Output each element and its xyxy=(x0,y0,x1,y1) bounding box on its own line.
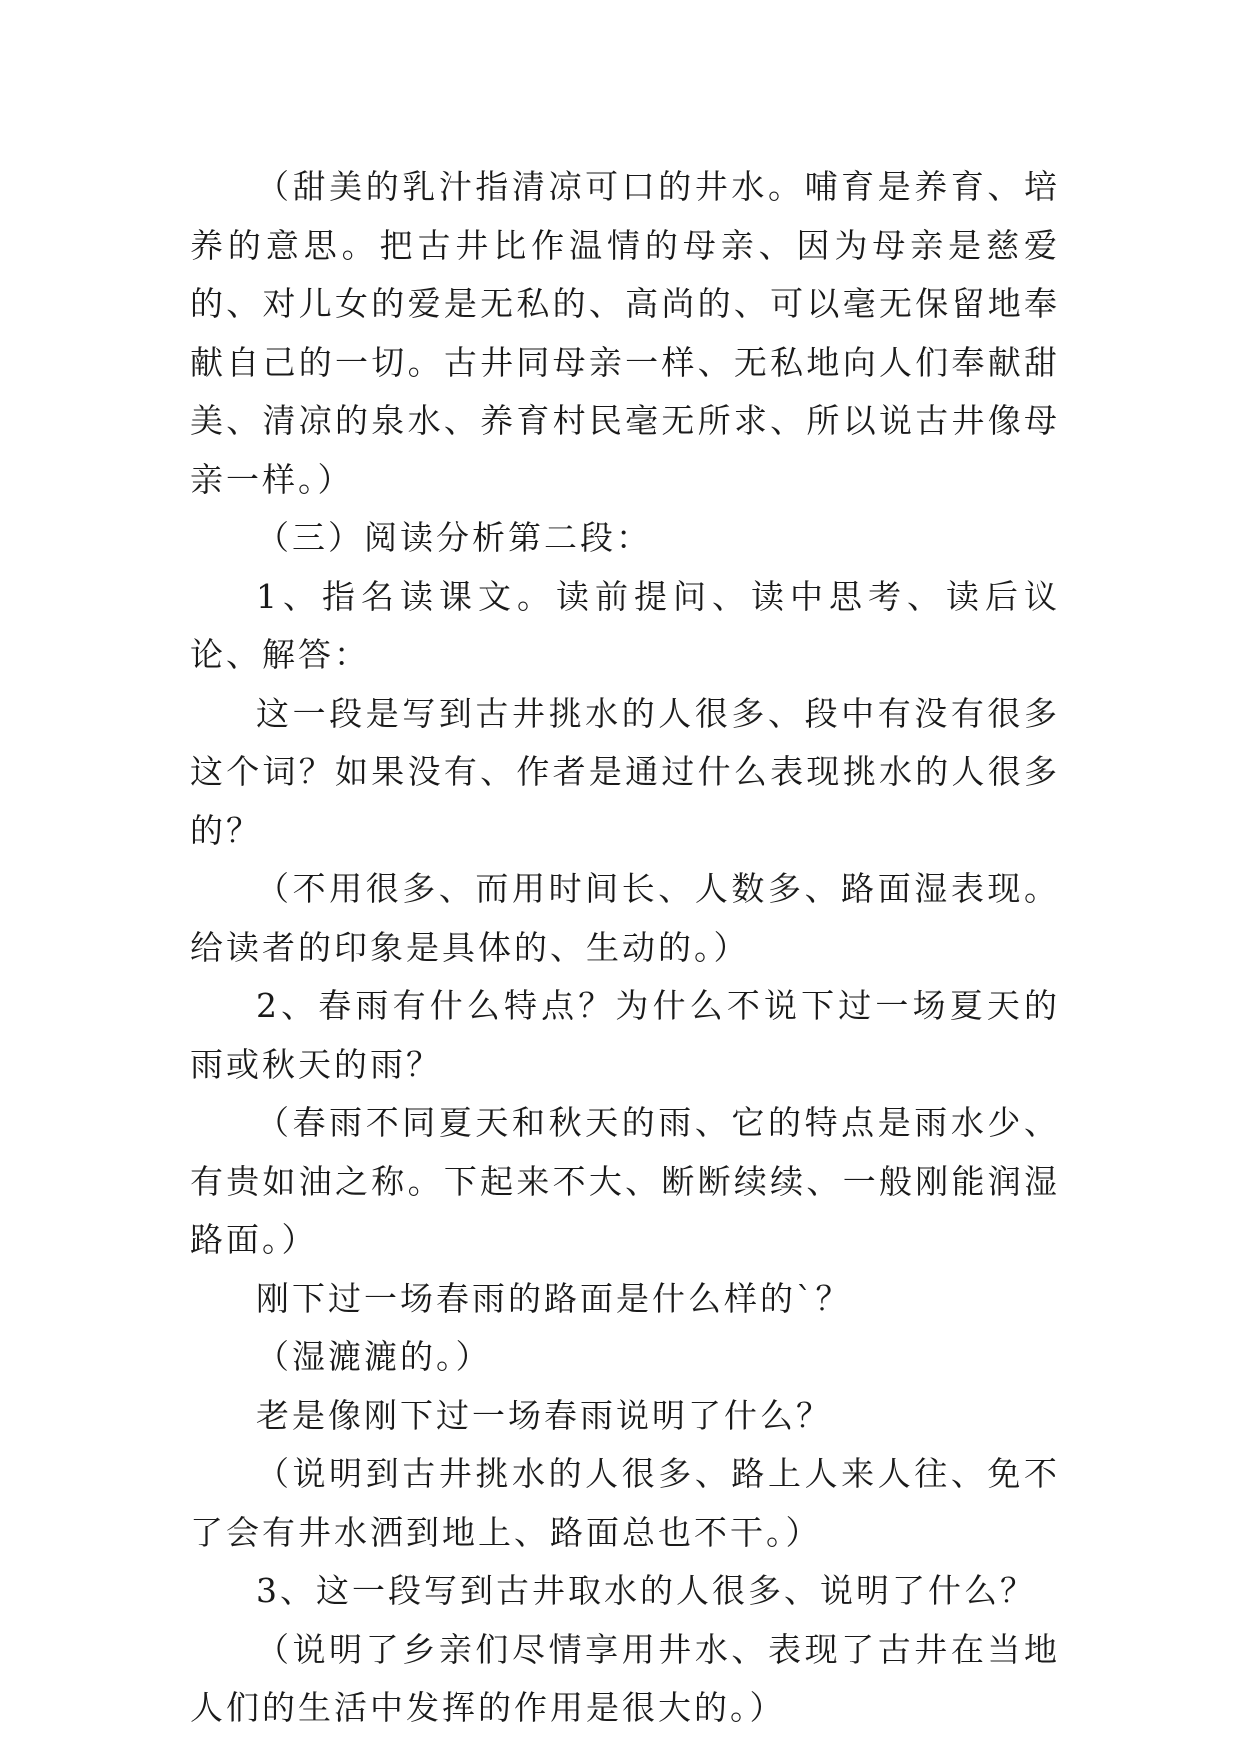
paragraph-item-2: 2、春雨有什么特点？为什么不说下过一场夏天的雨或秋天的雨？ xyxy=(190,986,1060,1084)
paragraph-answer-always-wet: （说明到古井挑水的人很多、路上人来人往、免不了会有井水洒到地上、路面总也不干。） xyxy=(190,1454,1060,1552)
paragraph-answer-many-people: （不用很多、而用时间长、人数多、路面湿表现。给读者的印象是具体的、生动的。） xyxy=(190,869,1060,967)
paragraph-answer-spring-rain: （春雨不同夏天和秋天的雨、它的特点是雨水少、有贵如油之称。下起来不大、断断续续、一般刚能润湿路面。） xyxy=(190,1103,1060,1259)
paragraph-explanation-sweet-milk: （甜美的乳汁指清凉可口的井水。哺育是养育、培养的意思。把古井比作温情的母亲、因为母亲是慈爱的、对儿女的爱是无私的、高尚的、可以毫无保留地奉献自己的一切。古井同母亲一样、无私地向人们奉献甜美、清凉的泉水、养育村民毫无所求、所以说古井像母亲一样。） xyxy=(190,167,1060,499)
paragraph-question-many-people: 这一段是写到古井挑水的人很多、段中有没有很多这个词？如果没有、作者是通过什么表现挑水的人很多的？ xyxy=(190,693,1060,850)
paragraph-question-road-surface: 刚下过一场春雨的路面是什么样的`？ xyxy=(256,1278,852,1318)
paragraph-answer-item-3: （说明了乡亲们尽情享用井水、表现了古井在当地人们的生活中发挥的作用是很大的。） xyxy=(190,1629,1060,1727)
section-heading-part-three: （三）阅读分析第二段： xyxy=(256,518,652,557)
paragraph-item-1: 1、指名读课文。读前提问、读中思考、读后议论、解答： xyxy=(190,576,1060,674)
paragraph-item-3: 3、这一段写到古井取水的人很多、说明了什么？ xyxy=(256,1571,1036,1610)
paragraph-question-always-wet: 老是像刚下过一场春雨说明了什么？ xyxy=(256,1395,832,1435)
document-body xyxy=(190,158,1060,1738)
paragraph-answer-wet: （湿漉漉的。） xyxy=(256,1337,492,1376)
